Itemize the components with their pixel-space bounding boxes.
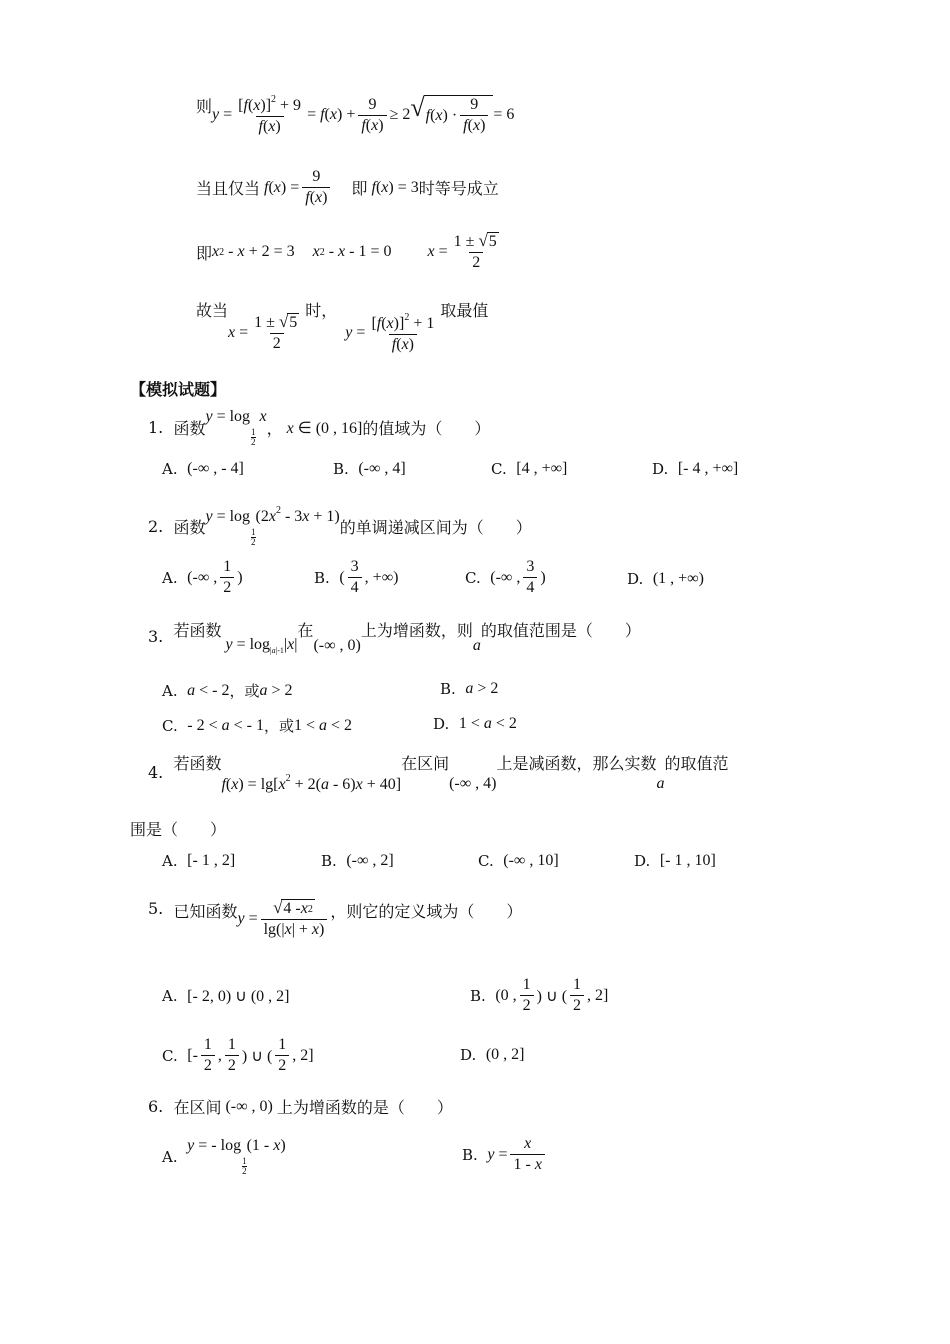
question-text: 上是减函数，那么实数	[496, 754, 657, 773]
question-text: 函数	[173, 419, 206, 438]
q4-option-c	[478, 852, 559, 870]
question-text: ，	[266, 419, 283, 438]
option-label: A.	[162, 987, 178, 1005]
question-text: 的单调递减区间为（ ）	[339, 517, 532, 537]
question-6	[148, 1095, 453, 1118]
derivation-text: 取最值	[440, 301, 489, 320]
question-4-continued: 围是（ ）	[130, 820, 227, 839]
option-label: B.	[462, 1145, 478, 1164]
formula: a	[472, 636, 481, 654]
q2-option-b	[314, 558, 398, 597]
option-formula: (-∞ , 4]	[358, 460, 406, 477]
question-text: 已知函数	[173, 902, 238, 921]
option-label: A.	[162, 568, 178, 587]
formula: x ∈ (0 , 16]	[286, 419, 363, 437]
q2-option-c	[465, 558, 546, 597]
option-label: D.	[460, 1046, 477, 1064]
option-label: A.	[162, 460, 178, 478]
option-label: C.	[491, 460, 507, 478]
option-formula: y = $\frac{x}{1 - x}$	[487, 1135, 548, 1174]
question-number: 4.	[148, 763, 164, 782]
option-label: B.	[440, 680, 456, 698]
q1-option-d	[652, 460, 738, 478]
q3-option-d	[433, 715, 517, 733]
option-formula: (0 , $\frac{1}{2}$ ) ∪ ( $\frac{1}{2}$ , 2]	[495, 976, 609, 1014]
q6-option-a	[162, 1137, 286, 1176]
question-number: 1.	[148, 418, 164, 437]
question-text: 若函数	[173, 754, 222, 773]
q1-option-a	[162, 460, 244, 478]
formula: x 2 - x + 2 = 3 x 2 - x - 1 = 0 x = 1 ± √ 5 2	[212, 231, 497, 271]
option-formula: (-∞ , $\frac{1}{2}$ )	[187, 558, 243, 596]
formula: (-∞ , 0)	[313, 636, 361, 654]
option-text: ，或	[229, 682, 260, 700]
formula: y = log $\frac{1}{2}$ x	[205, 408, 267, 447]
question-text: 上为增函数，则	[360, 621, 473, 640]
derivation-text: 当且仅当	[196, 179, 261, 198]
option-label: A.	[162, 681, 178, 700]
option-formula: a > 2	[465, 680, 499, 697]
option-label: B.	[470, 986, 486, 1005]
question-text: 上为增函数的是（ ）	[276, 1098, 453, 1117]
option-label: D.	[433, 715, 450, 733]
question-number: 5.	[148, 899, 164, 918]
question-1	[148, 408, 490, 447]
question-3	[148, 618, 641, 655]
option-formula: (-∞ , - 4]	[187, 460, 244, 477]
option-label: D.	[634, 852, 651, 870]
formula: y = $\frac{[f(x)]^2 + 1}{f(x)}$	[345, 312, 435, 353]
formula: y = log $\frac{1}{2}$ $(2x^2 - 3x + 1)$	[205, 505, 340, 547]
question-number: 6.	[148, 1097, 164, 1116]
option-formula: [- 1 , 10]	[659, 852, 716, 869]
option-formula: (0 , 2]	[485, 1046, 525, 1063]
formula: $f(x) = \lg[x^2 + 2(a - 6)x + 40]$	[221, 773, 402, 793]
option-label: D.	[627, 570, 644, 588]
derivation-text: 即	[351, 179, 368, 198]
q3-option-a	[162, 680, 293, 701]
q2-option-a	[162, 558, 243, 597]
q5-option-d	[460, 1046, 524, 1064]
option-label: C.	[465, 568, 481, 587]
option-label: B.	[314, 568, 330, 587]
q4-option-d	[634, 852, 716, 870]
q4-option-b	[321, 852, 394, 870]
derivation-line-3	[196, 232, 505, 272]
option-formula: a < - 2	[187, 681, 230, 699]
q1-option-b	[333, 460, 406, 478]
formula: (-∞ , 4)	[449, 774, 497, 792]
formula: (-∞ , 0)	[221, 1097, 277, 1115]
option-label: C.	[162, 716, 178, 735]
option-label: D.	[652, 460, 669, 478]
option-formula: (1 , +∞)	[652, 570, 704, 587]
q4-option-a	[162, 852, 235, 870]
option-formula: (-∞ , 10]	[503, 852, 559, 869]
formula: f(x) = 3	[371, 178, 419, 196]
question-text: 函数	[173, 517, 206, 537]
option-formula: ( $\frac{3}{4}$ , +∞)	[339, 558, 399, 596]
formula: a	[656, 774, 665, 792]
question-text: 在	[297, 621, 314, 640]
option-formula: a > 2	[259, 681, 293, 699]
question-number: 2.	[148, 516, 164, 536]
formula: $y = \log_{|a|-1}|x|$	[225, 636, 298, 655]
option-label: C.	[478, 852, 494, 870]
section-title: 【模拟试题】	[130, 380, 227, 399]
q2-option-d	[627, 570, 704, 588]
question-number: 3.	[148, 627, 164, 646]
derivation-text: 时，	[305, 301, 338, 320]
option-formula: 1 < a < 2	[458, 715, 517, 732]
q6-option-b	[462, 1135, 548, 1174]
option-formula: [4 , +∞]	[516, 460, 568, 477]
q3-option-b	[440, 680, 498, 698]
option-formula: (-∞ , $\frac{3}{4}$ )	[490, 558, 546, 596]
derivation-line-2	[196, 168, 499, 207]
option-label: B.	[333, 460, 349, 478]
option-formula: - 2 < a < - 1	[187, 716, 264, 734]
question-text: 的值域为（ ）	[362, 419, 491, 438]
option-formula: [- $\frac{1}{2}$ , $\frac{1}{2}$ ) ∪ ( $\frac{1}{2}$ , 2]	[187, 1036, 314, 1074]
derivation-line-4	[196, 298, 488, 354]
question-2	[148, 505, 532, 547]
question-4	[148, 751, 729, 794]
q3-option-c	[162, 715, 352, 736]
option-formula: [- 4 , +∞]	[677, 460, 739, 477]
formula: y = √ 4 - x 2 lg(|x| + x)	[237, 899, 330, 939]
option-formula: (-∞ , 2]	[346, 852, 394, 869]
option-formula: [- 1 , 2]	[187, 852, 236, 869]
option-label: A.	[162, 1147, 178, 1166]
question-text: 的取值范围是（ ）	[480, 621, 641, 640]
question-text: 在区间	[401, 754, 450, 773]
question-text: 在区间	[173, 1098, 222, 1117]
option-label: A.	[162, 852, 178, 870]
option-label: C.	[162, 1046, 178, 1065]
derivation-text: 则	[196, 97, 213, 116]
option-formula: 1 < a < 2	[294, 716, 353, 734]
option-formula: y = - log $\frac{1}{2}$ (1 - x)	[187, 1137, 286, 1176]
derivation-text: 故当	[196, 301, 229, 320]
derivation-text: 时等号成立	[418, 179, 499, 198]
option-text: ，或	[263, 717, 294, 735]
q5-option-a	[162, 986, 290, 1006]
q5-option-c	[162, 1036, 314, 1075]
q5-option-b	[470, 976, 608, 1015]
derivation-text: 即	[196, 243, 213, 263]
q1-option-c	[491, 460, 567, 478]
formula: y = $\frac{[f(x)]^2 + 9}{f(x)}$ = f ( x ) + $\frac{9}{f(x)}$ ≥ 2 √ f ( x ) · $\frac{9}{f(x)}$ = 6	[212, 93, 515, 135]
question-text: ，则它的定义域为（ ）	[330, 902, 523, 921]
option-label: B.	[321, 852, 337, 870]
question-5	[148, 899, 522, 939]
option-formula: [- 2, 0) ∪ (0 , 2]	[187, 988, 290, 1005]
formula: x = 1 ± √ 5 2	[228, 312, 298, 352]
derivation-line-1	[196, 94, 514, 136]
question-text: 若函数	[173, 621, 222, 640]
question-text: 的取值范	[664, 754, 729, 773]
formula: f ( x ) = $\frac{9}{f(x)}$	[260, 168, 333, 207]
